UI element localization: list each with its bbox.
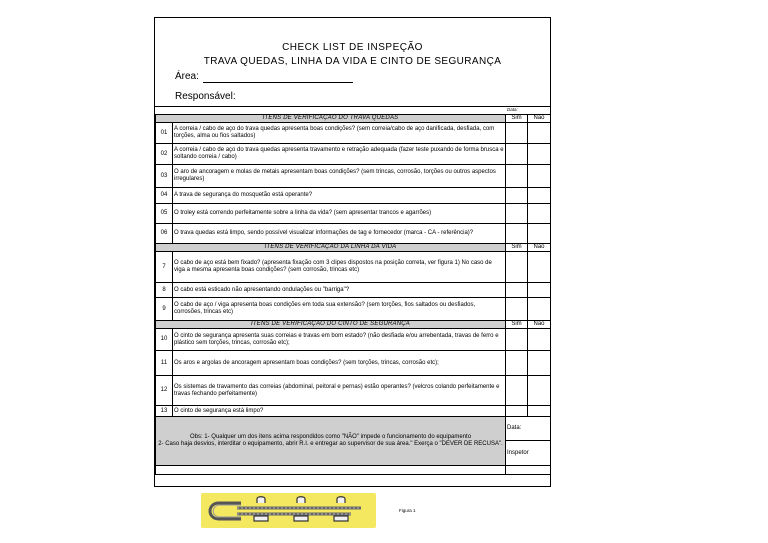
nao-cell[interactable] [528, 188, 551, 204]
figure-caption: Figura 1 [399, 508, 416, 513]
wire-rope-clip-figure [201, 493, 376, 528]
sim-cell[interactable] [506, 204, 528, 224]
item-number: 04 [156, 188, 173, 204]
table-row [156, 204, 551, 224]
obs-date-label: Data: [506, 417, 551, 441]
table-row [156, 224, 551, 244]
col-nao: Não [528, 115, 551, 123]
item-number: 10 [156, 329, 173, 351]
sim-cell[interactable] [506, 224, 528, 244]
item-text: O troley está correndo perfeitamente sobre a linha da vida? (sem apresentar trancos e agarrões) [173, 204, 506, 224]
nao-cell[interactable] [528, 298, 551, 321]
obs-line-1: Obs: 1- Qualquer um dos itens acima respondidos como "NÃO" impede o funcionamento do equipamento [189, 434, 472, 440]
col-sim: Sim [506, 115, 528, 123]
responsavel-label: Responsável: [175, 91, 236, 102]
sim-cell[interactable] [506, 298, 528, 321]
nao-cell[interactable] [528, 165, 551, 188]
item-number: 05 [156, 204, 173, 224]
nao-cell[interactable] [528, 351, 551, 376]
obs-line-2: 2- Caso haja desvios, interditar o equipamento, abrir R.I. e entregar ao supervisor de sua área." Exerça o "DEVER DE RECUSA". [158, 441, 503, 447]
nao-cell[interactable] [528, 376, 551, 406]
item-text: O cabo de aço está bem fixado? (apresenta fixação com 3 clipes dispostos na posição correta, ver figura 1) No caso de viga a mesma apresenta boas condições? (sem corrosão, trincas etc) [173, 252, 506, 283]
item-text: O cinto de segurança está limpo? [173, 406, 506, 417]
sim-cell[interactable] [506, 188, 528, 204]
table-row [156, 376, 551, 406]
item-text: O cabo de aço / viga apresenta boas condições em toda sua extensão? (sem torções, fios saltados ou desfiados, corrosões, trincas etc) [173, 298, 506, 321]
item-number: 06 [156, 224, 173, 244]
nao-cell[interactable] [528, 204, 551, 224]
item-number: 13 [156, 406, 173, 417]
col-sim: Sim [506, 321, 528, 329]
item-text: O trava quedas está limpo, sendo possível visualizar informações de tag e fornecedor (marca - CA - referência)? [173, 224, 506, 244]
title-line-1: CHECK LIST DE INSPEÇÃO [282, 42, 423, 53]
col-sim: Sim [506, 244, 528, 252]
table-row [156, 252, 551, 283]
title-line-2: TRAVA QUEDAS, LINHA DA VIDA E CINTO DE SEGURANÇA [203, 56, 502, 67]
table-row [156, 283, 551, 298]
nao-cell[interactable] [528, 329, 551, 351]
table-row [156, 351, 551, 376]
area-label: Área: [175, 71, 199, 82]
item-number: 11 [156, 351, 173, 376]
nao-cell[interactable] [528, 123, 551, 144]
item-number: 12 [156, 376, 173, 406]
item-number: 02 [156, 144, 173, 165]
observations-box [156, 417, 506, 466]
blank-row [156, 466, 551, 475]
item-number: 9 [156, 298, 173, 321]
nao-cell[interactable] [528, 406, 551, 417]
nao-cell[interactable] [528, 144, 551, 165]
sim-cell[interactable] [506, 406, 528, 417]
section-header-trava-quedas [156, 115, 551, 123]
section-title: ITENS DE VERIFICAÇÃO DA LINHA DA VIDA [156, 244, 506, 252]
nao-cell[interactable] [528, 224, 551, 244]
item-number: 01 [156, 123, 173, 144]
sim-cell[interactable] [506, 351, 528, 376]
checklist-table [155, 114, 551, 475]
blank-cell [156, 466, 506, 475]
item-text: Os aros e argolas de ancoragem apresentam boas condições? (sem torções, trincas, corrosão etc); [173, 351, 506, 376]
item-text: Os sistemas de travamento das correias (abdominal, peitoral e pernas) estão operantes? (velcros colando perfeitamente e travas fechando perfeitamente) [173, 376, 506, 406]
item-text: O cinto de segurança apresenta suas correias e travas em bom estado? (não desfiada e/ou arrebentada, travas de ferro e plástico sem torções, trincas, corrosão etc); [173, 329, 506, 351]
table-row [156, 188, 551, 204]
item-number: 8 [156, 283, 173, 298]
sim-cell[interactable] [506, 144, 528, 165]
table-row [156, 165, 551, 188]
table-row [156, 144, 551, 165]
table-row [156, 298, 551, 321]
nao-cell[interactable] [528, 252, 551, 283]
date-label-small: Data: [507, 107, 518, 112]
item-number: 03 [156, 165, 173, 188]
col-nao: Não [528, 321, 551, 329]
sim-cell[interactable] [506, 283, 528, 298]
obs-row-1 [156, 417, 551, 441]
item-text: O cabo está esticado não apresentando ondulações ou "barriga"? [173, 283, 506, 298]
checklist-sheet [154, 17, 551, 487]
wire-rope-clip-icon [201, 493, 376, 528]
sim-cell[interactable] [506, 376, 528, 406]
sim-cell[interactable] [506, 165, 528, 188]
item-number: 7 [156, 252, 173, 283]
table-row [156, 406, 551, 417]
sim-cell[interactable] [506, 123, 528, 144]
table-row [156, 123, 551, 144]
table-row [156, 329, 551, 351]
sim-cell[interactable] [506, 329, 528, 351]
area-field-line[interactable] [203, 82, 353, 83]
item-text: A correia / cabo de aço do trava quedas apresenta travamento e retração adequada (fazer teste puxando de forma brusca e soltando correia / cabo) [173, 144, 506, 165]
section-header-linha-da-vida [156, 244, 551, 252]
header-divider [155, 106, 550, 107]
sim-cell[interactable] [506, 252, 528, 283]
item-text: A correia / cabo de aço do trava quedas apresenta boas condições? (sem correia/cabo de aço danificada, desfiada, com torções, alma ou fios saltados) [173, 123, 506, 144]
section-title: ITENS DE VERIFICAÇÃO DO CINTO DE SEGURANÇA [156, 321, 506, 329]
col-nao: Não [528, 244, 551, 252]
section-title: ITENS DE VERIFICAÇÃO DO TRAVA QUEDAS [156, 115, 506, 123]
obs-inspetor-label: Inspetor [506, 441, 551, 466]
item-text: A trava de segurança do mosquetão está operante? [173, 188, 506, 204]
blank-cell [506, 466, 551, 475]
nao-cell[interactable] [528, 283, 551, 298]
item-text: O aro de ancoragem e molas de metais apresentam boas condições? (sem trincas, corrosão, torções ou outros aspectos irregulares) [173, 165, 506, 188]
section-header-cinto-de-seguranca [156, 321, 551, 329]
